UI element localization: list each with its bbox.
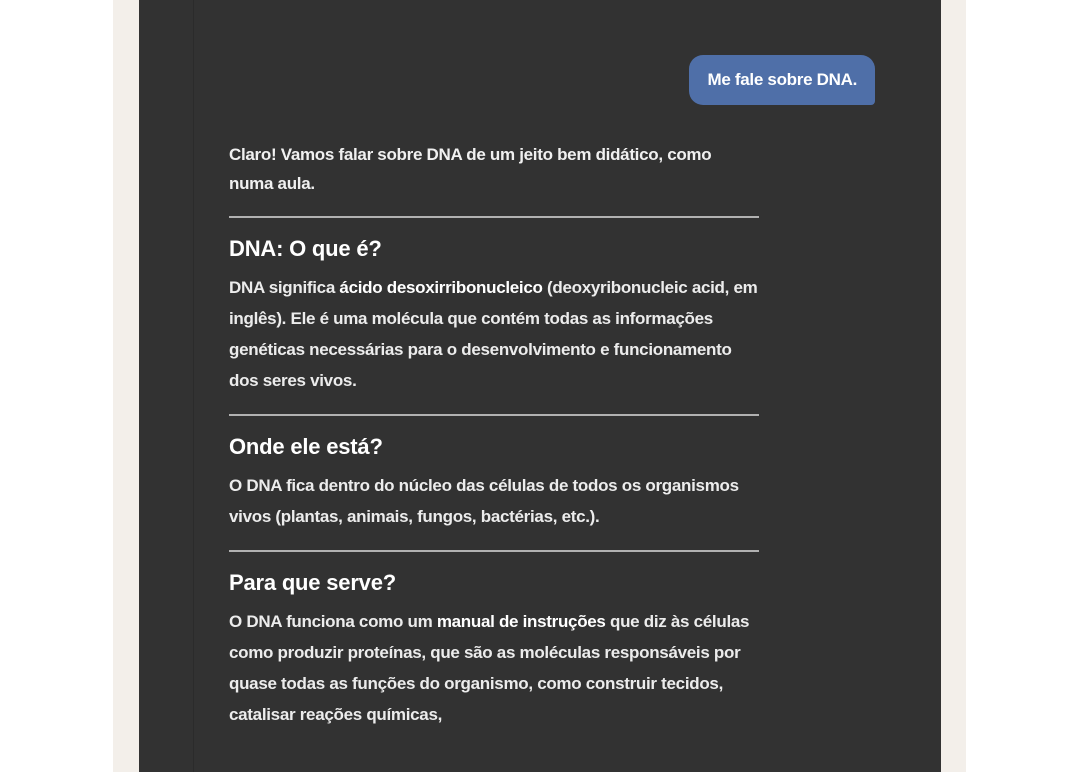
paragraph-bold-text: manual de instruções xyxy=(436,612,606,631)
chat-panel xyxy=(139,0,941,772)
section-paragraph xyxy=(229,470,759,532)
section-purpose xyxy=(229,568,759,730)
section-paragraph xyxy=(229,272,759,396)
section-where xyxy=(229,432,759,532)
user-message-bubble xyxy=(689,55,875,105)
paragraph-text: DNA significa xyxy=(229,278,340,297)
section-heading: Onde ele está? xyxy=(229,434,383,459)
section-what-is xyxy=(229,234,759,396)
section-divider xyxy=(229,550,759,552)
section-paragraph xyxy=(229,606,759,730)
paragraph-bold-text: ácido desoxirribonucleico xyxy=(339,278,543,297)
assistant-intro: Claro! Vamos falar sobre DNA de um jeito bem didático, como numa aula. xyxy=(229,145,712,193)
paragraph-text: que diz às células como produzir proteínas, que são as moléculas responsáveis por quase todas as funções do organismo, como construir tecidos, catalisar reações químicas, xyxy=(229,612,750,724)
section-divider xyxy=(229,216,759,218)
paragraph-text: (deoxyribonucleic acid, em inglês). Ele é uma molécula que contém todas as informações genéticas necessárias para o desenvolvimento e funcionamento dos seres vivos. xyxy=(229,278,758,390)
panel-divider-line xyxy=(193,0,194,772)
section-heading: DNA: O que é? xyxy=(229,236,382,261)
section-heading: Para que serve? xyxy=(229,570,396,595)
section-divider xyxy=(229,414,759,416)
user-message-text: Me fale sobre DNA. xyxy=(707,70,857,89)
assistant-message xyxy=(229,140,759,730)
paragraph-text: O DNA funciona como um xyxy=(229,612,437,631)
paragraph-text: O DNA fica dentro do núcleo das células de todos os organismos vivos (plantas, animais, fungos, bactérias, etc.). xyxy=(229,476,739,526)
